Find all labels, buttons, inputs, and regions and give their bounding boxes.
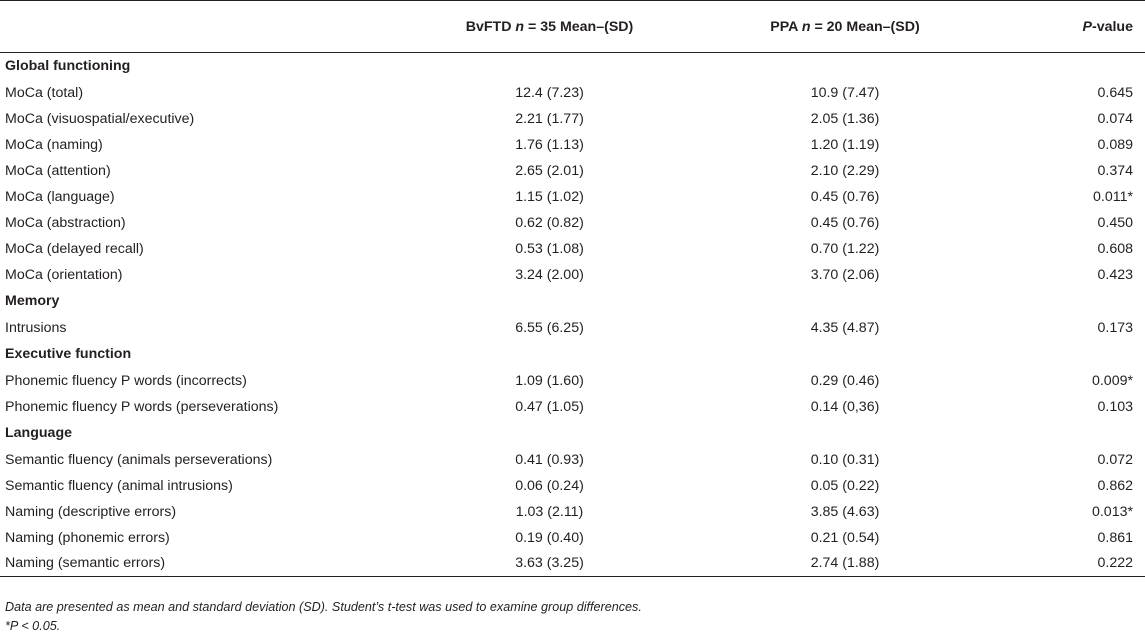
section-row (0, 53, 1145, 80)
p-value: 0.072 (1097, 451, 1133, 468)
table-row (0, 210, 1145, 236)
table-row (0, 499, 1145, 525)
header-p-suffix: -value (1091, 18, 1133, 35)
bvftd-value: 6.55 (6.25) (515, 319, 584, 336)
table-row (0, 80, 1145, 106)
bvftd-value: 0.41 (0.93) (515, 451, 584, 468)
header-bvftd-n: n (515, 18, 525, 35)
header-ppa-label: PPA (770, 18, 802, 35)
ppa-value: 0.45 (0.76) (810, 188, 880, 205)
p-value: 0.103 (1097, 398, 1133, 415)
bvftd-value: 0.19 (0.40) (515, 529, 584, 546)
ppa-value: 3.70 (2.06) (810, 266, 880, 283)
row-label: Naming (phonemic errors) (5, 529, 170, 546)
table-row (0, 473, 1145, 499)
table-row (0, 368, 1145, 394)
row-label: MoCa (attention) (5, 162, 111, 179)
p-value: 0.862 (1097, 477, 1133, 494)
row-label: MoCa (visuospatial/executive) (5, 110, 195, 127)
bvftd-value: 2.65 (2.01) (515, 162, 584, 179)
bvftd-value: 1.76 (1.13) (515, 136, 584, 153)
ppa-value: 0.14 (0,36) (810, 398, 880, 415)
ppa-value: 0.21 (0.54) (810, 529, 880, 546)
row-label: MoCa (abstraction) (5, 214, 126, 231)
row-label: Semantic fluency (animal intrusions) (5, 477, 233, 494)
p-value: 0.222 (1001, 551, 1145, 577)
p-value: 0.074 (1097, 110, 1133, 127)
ppa-value: 0.29 (0.46) (810, 372, 880, 389)
p-value: 0.011* (1093, 188, 1133, 205)
p-value: 0.423 (1097, 266, 1133, 283)
table-row (0, 158, 1145, 184)
section-row (0, 341, 1145, 368)
table-footnote: Data are presented as mean and standard deviation (SD). Student’s t-test was used to examine group differences. (5, 600, 642, 614)
table-row (0, 447, 1145, 473)
section-row (0, 288, 1145, 315)
ppa-value: 3.85 (4.63) (810, 503, 880, 520)
bvftd-value: 12.4 (7.23) (515, 84, 584, 101)
table-row (0, 262, 1145, 288)
bvftd-value: 0.62 (0.82) (515, 214, 584, 231)
p-value: 0.009* (1091, 372, 1133, 389)
p-value: 0.861 (1097, 529, 1133, 546)
significance-footnote: *P < 0.05. (5, 619, 61, 633)
section-label: Memory (5, 293, 60, 309)
section-label: Executive function (5, 346, 132, 362)
table-row (0, 184, 1145, 210)
row-label: MoCa (naming) (5, 136, 103, 153)
row-label: MoCa (orientation) (5, 266, 123, 283)
header-bvftd (410, 1, 689, 53)
row-label: MoCa (language) (5, 188, 115, 205)
bvftd-value: 0.47 (1.05) (515, 398, 584, 415)
ppa-value: 10.9 (7.47) (810, 84, 880, 101)
table-row (0, 525, 1145, 551)
header-bvftd-suffix: = 35 Mean–(SD) (524, 18, 634, 35)
table-row (0, 106, 1145, 132)
ppa-value: 2.10 (2.29) (810, 162, 880, 179)
ppa-value: 0.70 (1.22) (810, 240, 880, 257)
ppa-value: 4.35 (4.87) (810, 319, 880, 336)
p-value: 0.173 (1097, 319, 1133, 336)
table-row (0, 551, 1145, 577)
row-label: MoCa (total) (5, 84, 84, 101)
p-value: 0.089 (1097, 136, 1133, 153)
section-label: Language (5, 425, 73, 441)
p-value: 0.450 (1097, 214, 1133, 231)
header-bvftd-label: BvFTD (465, 18, 516, 35)
table-row (0, 132, 1145, 158)
bvftd-value: 1.03 (2.11) (515, 503, 584, 520)
ppa-value: 2.74 (1.88) (689, 551, 1001, 577)
bvftd-value: 1.09 (1.60) (515, 372, 584, 389)
ppa-value: 0.10 (0.31) (810, 451, 880, 468)
section-row (0, 420, 1145, 447)
table-row (0, 236, 1145, 262)
table-row (0, 315, 1145, 341)
row-label: Naming (descriptive errors) (5, 503, 177, 520)
row-label: MoCa (delayed recall) (5, 240, 144, 257)
table-body (0, 53, 1145, 577)
section-label: Global functioning (5, 58, 131, 75)
ppa-value: 0.05 (0.22) (810, 477, 880, 494)
bvftd-value: 1.15 (1.02) (515, 188, 584, 205)
row-label: Semantic fluency (animals perseverations) (5, 451, 273, 468)
row-label: Naming (semantic errors) (0, 551, 410, 577)
header-p: P (1082, 18, 1092, 35)
row-label: Phonemic fluency P words (perseverations) (5, 398, 279, 415)
table-row (0, 394, 1145, 420)
bvftd-value: 3.63 (3.25) (410, 551, 689, 577)
p-value: 0.608 (1097, 240, 1133, 257)
bvftd-value: 3.24 (2.00) (515, 266, 584, 283)
row-label: Intrusions (5, 319, 67, 336)
header-ppa-n: n (801, 18, 811, 35)
p-value: 0.013* (1091, 503, 1133, 520)
row-label: Phonemic fluency P words (incorrects) (5, 372, 247, 389)
p-value: 0.645 (1097, 84, 1133, 101)
header-p-value (1001, 1, 1145, 53)
header-measure (0, 1, 410, 53)
p-value: 0.374 (1097, 162, 1133, 179)
table-header (0, 1, 1145, 53)
header-ppa (689, 1, 1001, 53)
ppa-value: 0.45 (0.76) (810, 214, 880, 231)
bvftd-value: 0.53 (1.08) (515, 240, 584, 257)
ppa-value: 2.05 (1.36) (810, 110, 880, 127)
bvftd-value: 2.21 (1.77) (515, 110, 584, 127)
bvftd-value: 0.06 (0.24) (515, 477, 584, 494)
ppa-value: 1.20 (1.19) (810, 136, 880, 153)
header-ppa-suffix: = 20 Mean–(SD) (810, 18, 920, 35)
